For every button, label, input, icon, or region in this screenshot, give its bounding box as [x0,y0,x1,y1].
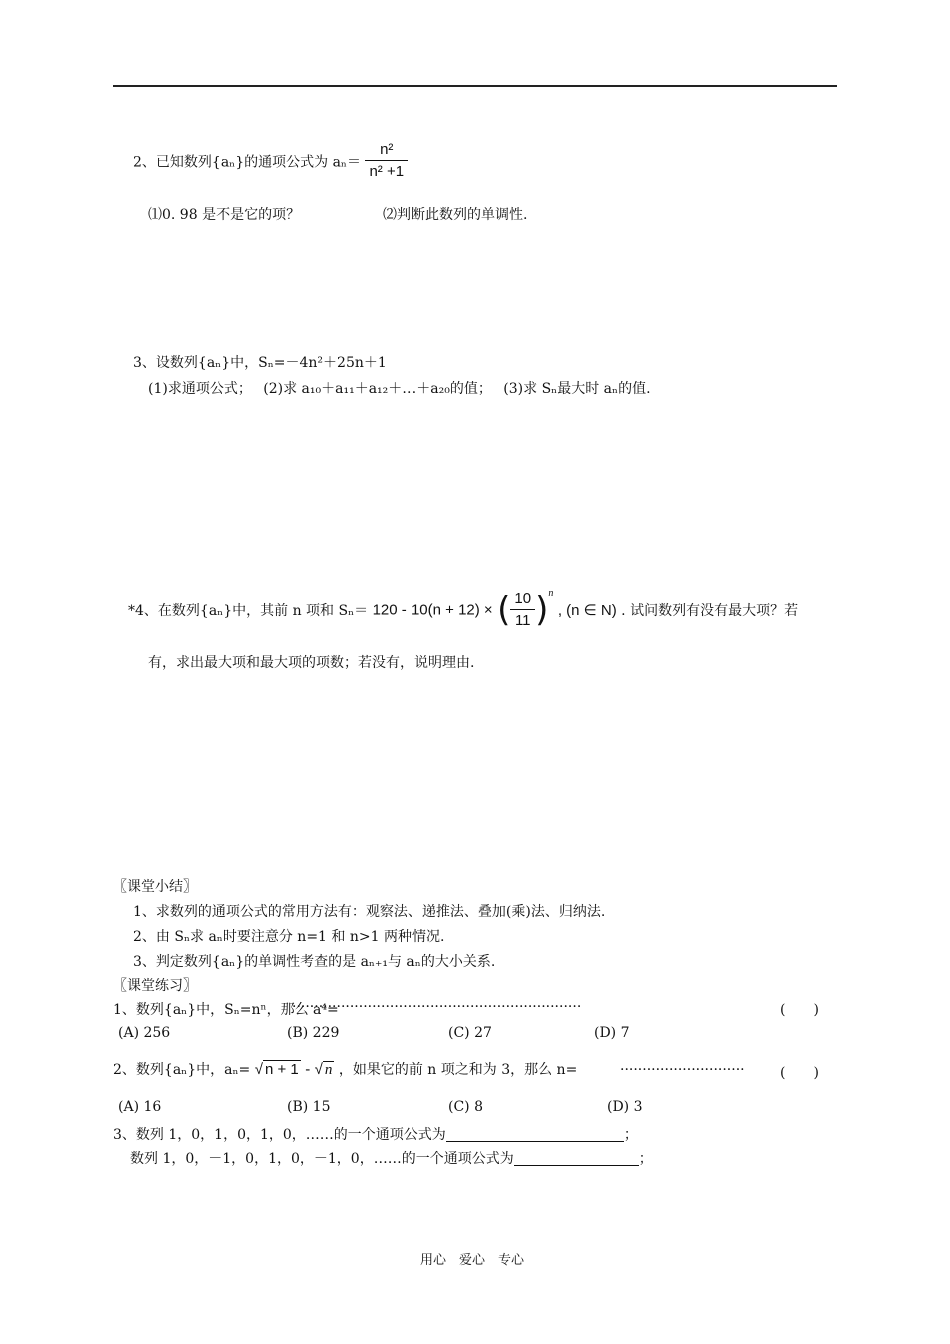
q4-left-paren: ( [497,590,511,630]
practice-2-stem-a: 2、数列{aₙ}中，aₙ= [113,1062,251,1078]
summary-item-2: 2、由 Sₙ求 aₙ时要注意分 n=1 和 n>1 两种情况. [133,929,445,945]
practice-2-option-d: (D) 3 [607,1099,643,1115]
answer-blank-1[interactable] [446,1127,624,1142]
q2-fraction [365,140,408,183]
q2-part2: ⑵判断此数列的单调性. [383,207,528,223]
q4-frac-den: 11 [514,611,531,629]
q2-frac-den: n² +1 [369,163,405,180]
practice-2-paren: ( ) [780,1065,819,1081]
q3-line2: (1)求通项公式； (2)求 a₁₀＋a₁₁＋a₁₂＋…＋a₂₀的值； (3)求 Sₙ最大时 aₙ的值. [148,381,651,397]
practice-1-option-a: (A) 256 [118,1025,171,1041]
practice-1-option-c: (C) 27 [448,1025,492,1041]
practice-3-line1 [113,1124,638,1144]
practice-2-option-c: (C) 8 [448,1099,483,1115]
practice-3-line2-end: ； [638,1151,653,1167]
q4-suffix: . 试问数列有没有最大项？若 [621,603,799,619]
practice-3-line2 [130,1148,653,1168]
practice-1-dots: ································································· [292,999,582,1015]
header-rule [113,85,837,87]
q4-right-paren: ) [535,590,549,630]
question-4 [128,588,798,632]
practice-3-line1-end: ； [623,1127,638,1143]
practice-2-minus: - [305,1061,311,1078]
practice-1-option-b: (B) 229 [287,1025,340,1041]
q4-prefix: *4、在数列{aₙ}中，其前 n 项和 Sₙ＝ [128,603,369,619]
page-footer: 用心 爱心 专心 [420,1253,525,1268]
practice-2-radicand-1: n + 1 [264,1061,299,1078]
q4-line2: 有，求出最大项和最大项的项数；若没有，说明理由. [148,655,475,671]
summary-item-3: 3、判定数列{aₙ}的单调性考查的是 aₙ₊₁与 aₙ的大小关系. [133,954,496,970]
q4-condition: , (n ∈ N) [557,602,617,619]
q4-exponent: n [548,588,554,599]
q2-frac-num: n² [365,140,408,161]
q4-formula: 120 - 10(n + 12) × [372,601,493,619]
question-2 [133,140,408,183]
q2-part1: ⑴0. 98 是不是它的项？ [148,207,301,223]
practice-2-option-a: (A) 16 [118,1099,162,1115]
practice-2-radical-1: √ n + 1 [254,1061,299,1078]
practice-2-radical-2: √ n [314,1061,333,1078]
practice-1-paren: ( ) [780,1002,819,1018]
q3-line1: 3、设数列{aₙ}中，Sₙ=－4n²＋25n＋1 [133,355,387,371]
practice-2-radicand-2: n [324,1062,333,1078]
practice-heading: 〖课堂练习〗 [113,978,197,994]
answer-blank-2[interactable] [514,1151,639,1166]
practice-1-option-d: (D) 7 [594,1025,630,1041]
practice-2 [113,1059,577,1079]
summary-heading: 〖课堂小结〗 [113,879,197,895]
practice-2-dots: ···························· [620,1062,745,1078]
practice-3-line2-text: 数列 1，0，－1，0，1，0，－1，0，……的一个通项公式为 [130,1151,514,1167]
q4-fraction [510,589,535,632]
practice-2-option-b: (B) 15 [287,1099,331,1115]
practice-3-line1-text: 3、数列 1，0，1，0，1，0，……的一个通项公式为 [113,1127,446,1143]
practice-1-stem: 1、数列{aₙ}中，Sₙ=nⁿ，那么 a⁴= [113,1002,339,1018]
practice-2-stem-b: ，如果它的前 n 项之和为 3，那么 n= [338,1062,578,1078]
summary-item-1: 1、求数列的通项公式的常用方法有：观察法、递推法、叠加(乘)法、归纳法. [133,904,606,920]
q4-frac-num: 10 [510,589,535,610]
q2-line1: 2、已知数列{aₙ}的通项公式为 aₙ＝ [133,154,361,171]
